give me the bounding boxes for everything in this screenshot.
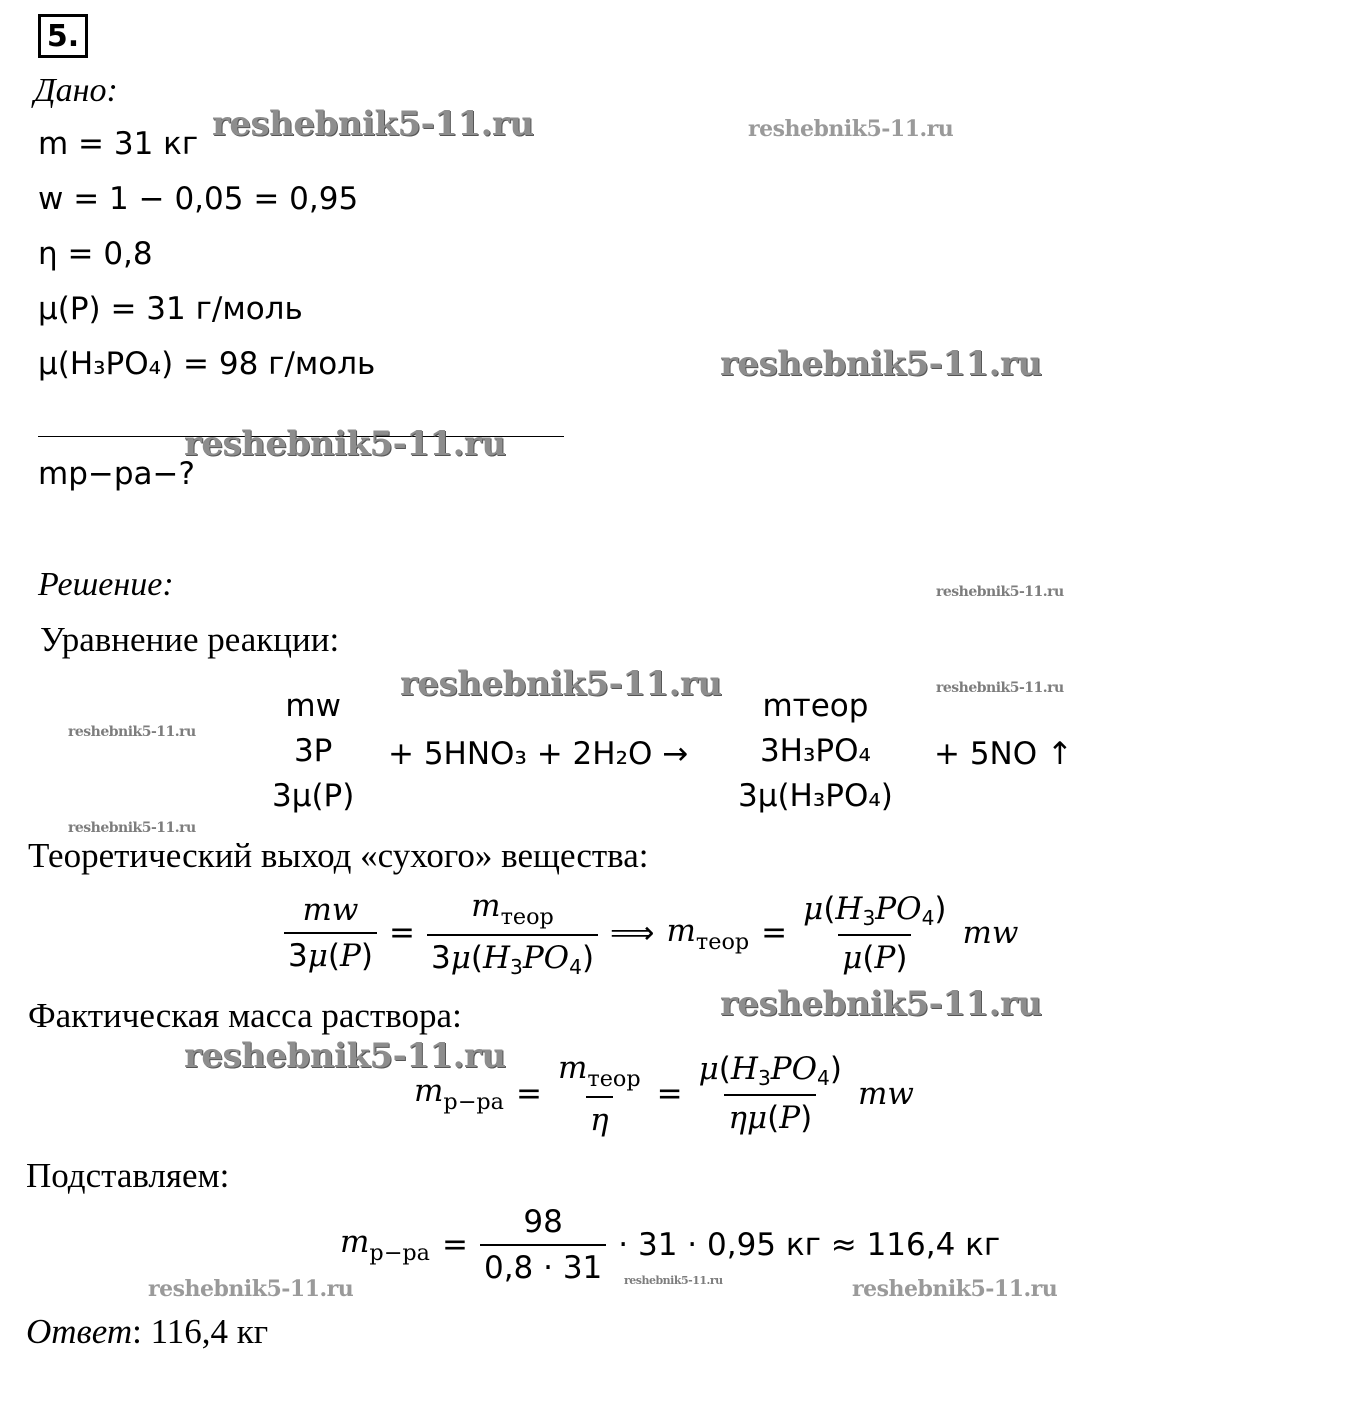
watermark-logo: reshebnik5-11.ru [184,424,506,464]
given-line-fraction: w = 1 − 0,05 = 0,95 [38,181,359,217]
actual-label: Фактическая масса раствора: [28,996,462,1035]
answer-label: Ответ [26,1312,133,1351]
fraction-numeric [480,1204,606,1286]
substitution-formula: $m_{р-ра}$ = $\frac{98}{0,8 \cdot 31}$ · 31 · 0,95 кг ≈ 116,4 кг [340,1204,1001,1286]
fraction-numerator: 98 [523,1204,563,1240]
watermark-logo: reshebnik5-11.ru [184,1036,506,1076]
watermark-logo: reshebnik5-11.ru [400,664,722,704]
fraction-mw-over-3mup: $\frac{mw}{3\mu(P)}$ [284,892,377,974]
watermark-logo: reshebnik5-11.ru [68,724,196,740]
reaction-left-top: mw [285,688,341,724]
watermark-logo: reshebnik5-11.ru [936,584,1064,600]
task-number: 5. [38,14,88,58]
watermark-logo: reshebnik5-11.ru [720,984,1042,1024]
substitute-label: Подставляем: [26,1156,230,1195]
watermark-logo: reshebnik5-11.ru [68,820,196,836]
find-line: mр−ра−? [38,456,195,492]
watermark-logo: reshebnik5-11.ru [852,1276,1058,1302]
reaction-right-top: mтеор [762,688,869,724]
given-line-yield: η = 0,8 [38,236,153,272]
substitution-rest: · 31 · 0,95 кг ≈ 116,4 кг [618,1227,1001,1263]
theoretical-label: Теоретический выход «сухого» вещества: [28,836,649,875]
reaction-left-mid: 3P [293,732,333,769]
given-line-molar-acid: μ(H₃PO₄) = 98 г/моль [38,346,376,382]
theoretical-formula: $\frac{mw}{3\mu(P)}$ = $\frac{m_{теор}}{3\mu(H_3PO_4)}$ ⟹ $m_{теор}$ = $\frac{\mu(H_3PO_4)}{\mu(P)}$ mw [284,888,1018,979]
actual-formula: $m_{р-ра}$ = $\frac{m_{теор}}{\eta}$ = $\frac{\mu(H_3PO_4)}{\eta\mu(P)}$ mw [414,1050,914,1138]
reaction-label: Уравнение реакции: [40,620,340,659]
fraction-mteor-over-eta: $\frac{m_{теор}}{\eta}$ [557,1050,641,1138]
watermark-logo: reshebnik5-11.ru [624,1274,723,1287]
reaction-left-stack [272,684,354,819]
given-line-mass: m = 31 кг [38,126,199,162]
reaction-left-bot: 3μ(P) [272,777,355,814]
fraction-muacid-over-mup: $\frac{\mu(H_3PO_4)}{\mu(P)}$ [803,890,947,976]
watermark-logo: reshebnik5-11.ru [748,116,954,142]
watermark-logo: reshebnik5-11.ru [212,104,534,144]
fraction-muacid-over-etamup: $\frac{\mu(H_3PO_4)}{\eta\mu(P)}$ [698,1051,842,1137]
reaction-tail: + 5NO ↑ [934,736,1073,772]
given-heading: Дано: [34,72,118,109]
reaction-right-bot: 3μ(H₃PO₄) [738,777,893,814]
reaction-right-stack [738,684,893,819]
fraction-mteor-over-3muacid: $\frac{m_{теор}}{3\mu(H_3PO_4)}$ [427,888,598,979]
watermark-logo: reshebnik5-11.ru [720,344,1042,384]
solution-heading: Решение: [38,566,174,603]
watermark-logo: reshebnik5-11.ru [936,680,1064,696]
answer-line [26,1312,268,1352]
given-line-molar-p: μ(P) = 31 г/моль [38,291,303,327]
answer-value: : 116,4 кг [132,1312,269,1351]
reaction-right-mid: 3H₃PO₄ [759,732,871,769]
fraction-denominator: 0,8 · 31 [480,1244,606,1286]
reaction-middle: + 5HNO₃ + 2H₂O → [388,736,689,772]
watermark-logo: reshebnik5-11.ru [148,1276,354,1302]
